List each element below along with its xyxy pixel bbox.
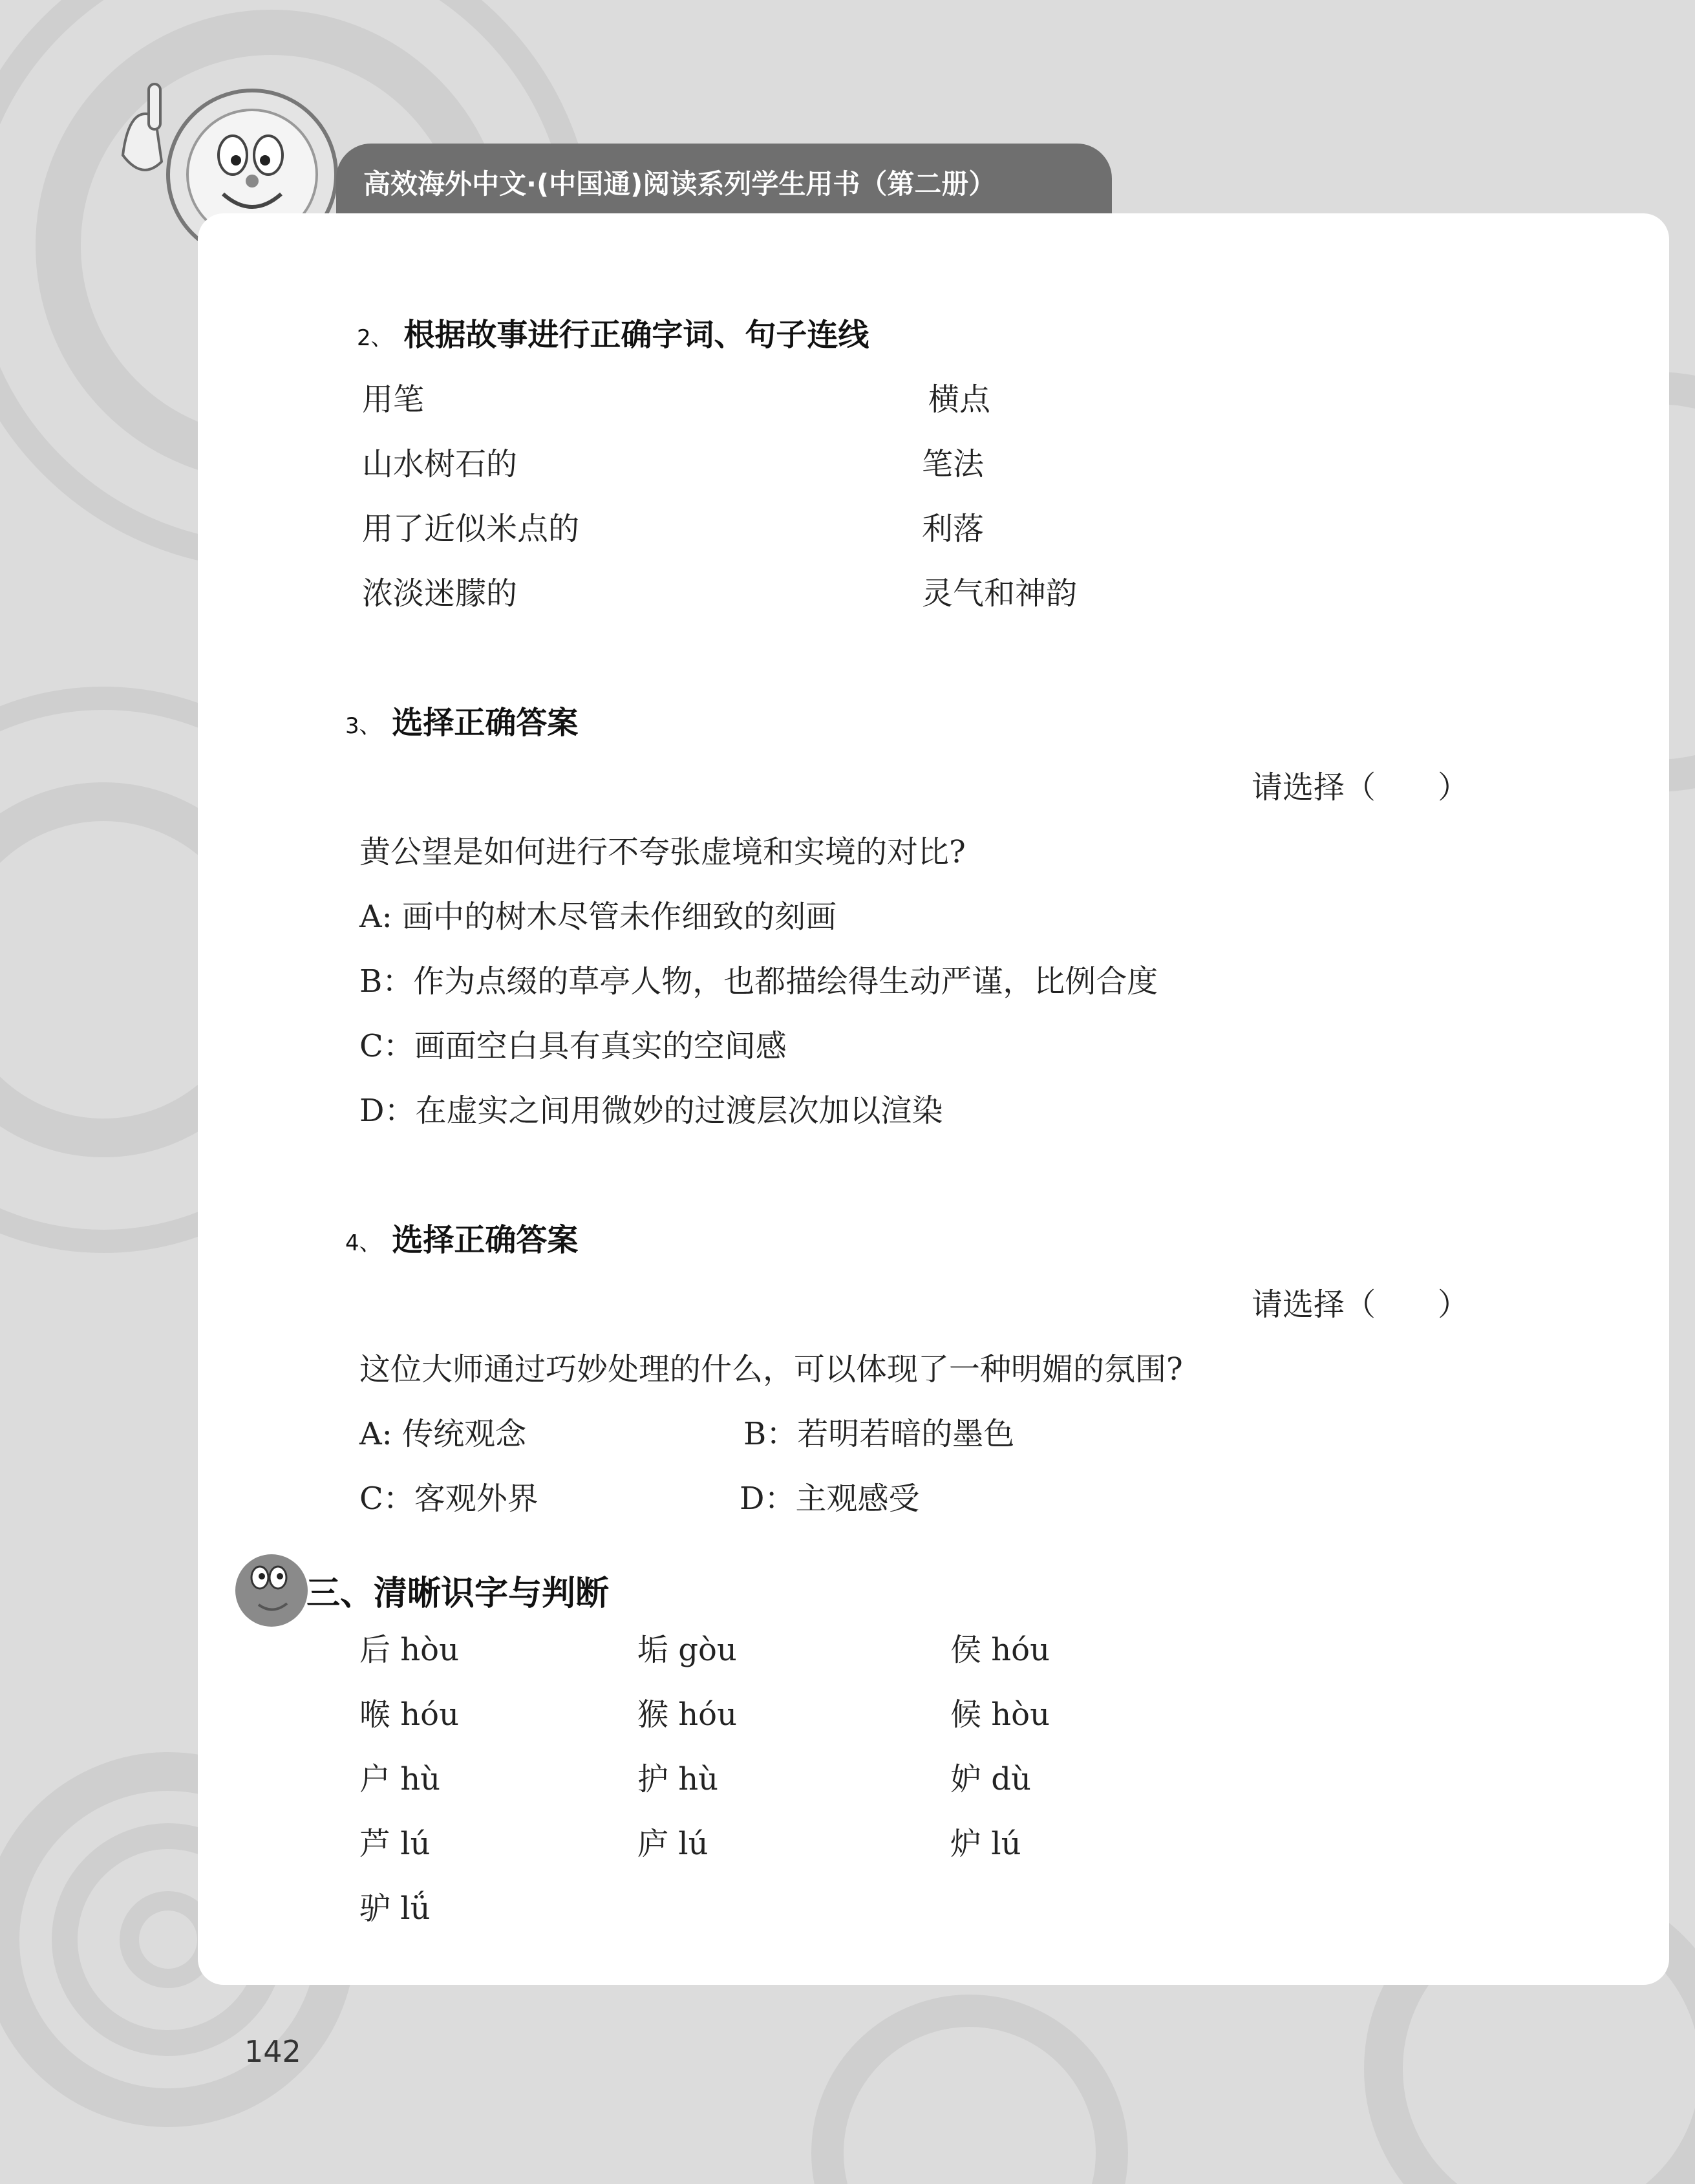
header-title: 高效海外中文·(中国通)阅读系列学生用书（第二册） — [363, 168, 996, 200]
q3-option: B：作为点缀的草亭人物，也都描绘得生动严谨，比例合度 — [359, 963, 1158, 1000]
q4-heading — [345, 1219, 578, 1264]
pinyin-item: 户 hù — [359, 1761, 441, 1797]
smiley-face-icon — [233, 1552, 310, 1629]
page-number: 142 — [244, 2034, 301, 2069]
q3-question: 黄公望是如何进行不夸张虚境和实境的对比? — [359, 834, 966, 870]
q4-option: A: 传统观念 — [359, 1416, 527, 1452]
q4-option: D：主观感受 — [740, 1481, 920, 1517]
q2-left-item: 浓淡迷朦的 — [362, 575, 518, 612]
pinyin-item: 庐 lú — [637, 1826, 709, 1862]
q2-heading — [357, 314, 869, 359]
pinyin-item: 侯 hóu — [950, 1632, 1050, 1668]
q3-option: A: 画中的树木尽管未作细致的刻画 — [359, 899, 837, 935]
q2-right-item: 利落 — [922, 511, 985, 547]
q3-option: C：画面空白具有真实的空间感 — [359, 1028, 787, 1064]
q4-option: B：若明若暗的墨色 — [743, 1416, 1015, 1452]
q3-heading — [345, 702, 578, 747]
pinyin-item: 猴 hóu — [637, 1697, 737, 1733]
q2-right-item: 笔法 — [922, 446, 985, 482]
q3-number: 3、 — [345, 713, 381, 739]
q2-left-item: 用笔 — [362, 381, 425, 418]
pinyin-item: 护 hù — [637, 1761, 719, 1797]
q4-question: 这位大师通过巧妙处理的什么，可以体现了一种明媚的氛围? — [359, 1351, 1183, 1387]
q4-option: C：客观外界 — [359, 1481, 538, 1517]
pinyin-item: 驴 lǘ — [359, 1890, 431, 1927]
pinyin-item: 炉 lú — [950, 1826, 1021, 1862]
q3-title: 选择正确答案 — [392, 705, 579, 741]
q4-title: 选择正确答案 — [392, 1222, 579, 1258]
q2-number: 2、 — [357, 325, 393, 351]
q4-number: 4、 — [345, 1230, 381, 1256]
q2-right-item: 横点 — [928, 381, 991, 418]
pinyin-item: 后 hòu — [359, 1632, 459, 1668]
q2-right-item: 灵气和神韵 — [922, 575, 1078, 612]
pinyin-item: 候 hòu — [950, 1697, 1050, 1733]
q2-title: 根据故事进行正确字词、句子连线 — [403, 317, 869, 353]
q2-left-item: 山水树石的 — [362, 446, 518, 482]
q2-left-item: 用了近似米点的 — [362, 511, 580, 547]
pinyin-item: 芦 lú — [359, 1826, 431, 1862]
q3-option: D：在虚实之间用微妙的过渡层次加以渲染 — [359, 1093, 943, 1129]
section3-title: 三、清晰识字与判断 — [306, 1574, 610, 1613]
pinyin-item: 妒 dù — [950, 1761, 1031, 1797]
q4-answer-blank[interactable]: 请选择（ ） — [1252, 1287, 1469, 1323]
pinyin-item: 垢 gòu — [637, 1632, 737, 1668]
pinyin-item: 喉 hóu — [359, 1697, 459, 1733]
q3-answer-blank[interactable]: 请选择（ ） — [1252, 769, 1469, 806]
